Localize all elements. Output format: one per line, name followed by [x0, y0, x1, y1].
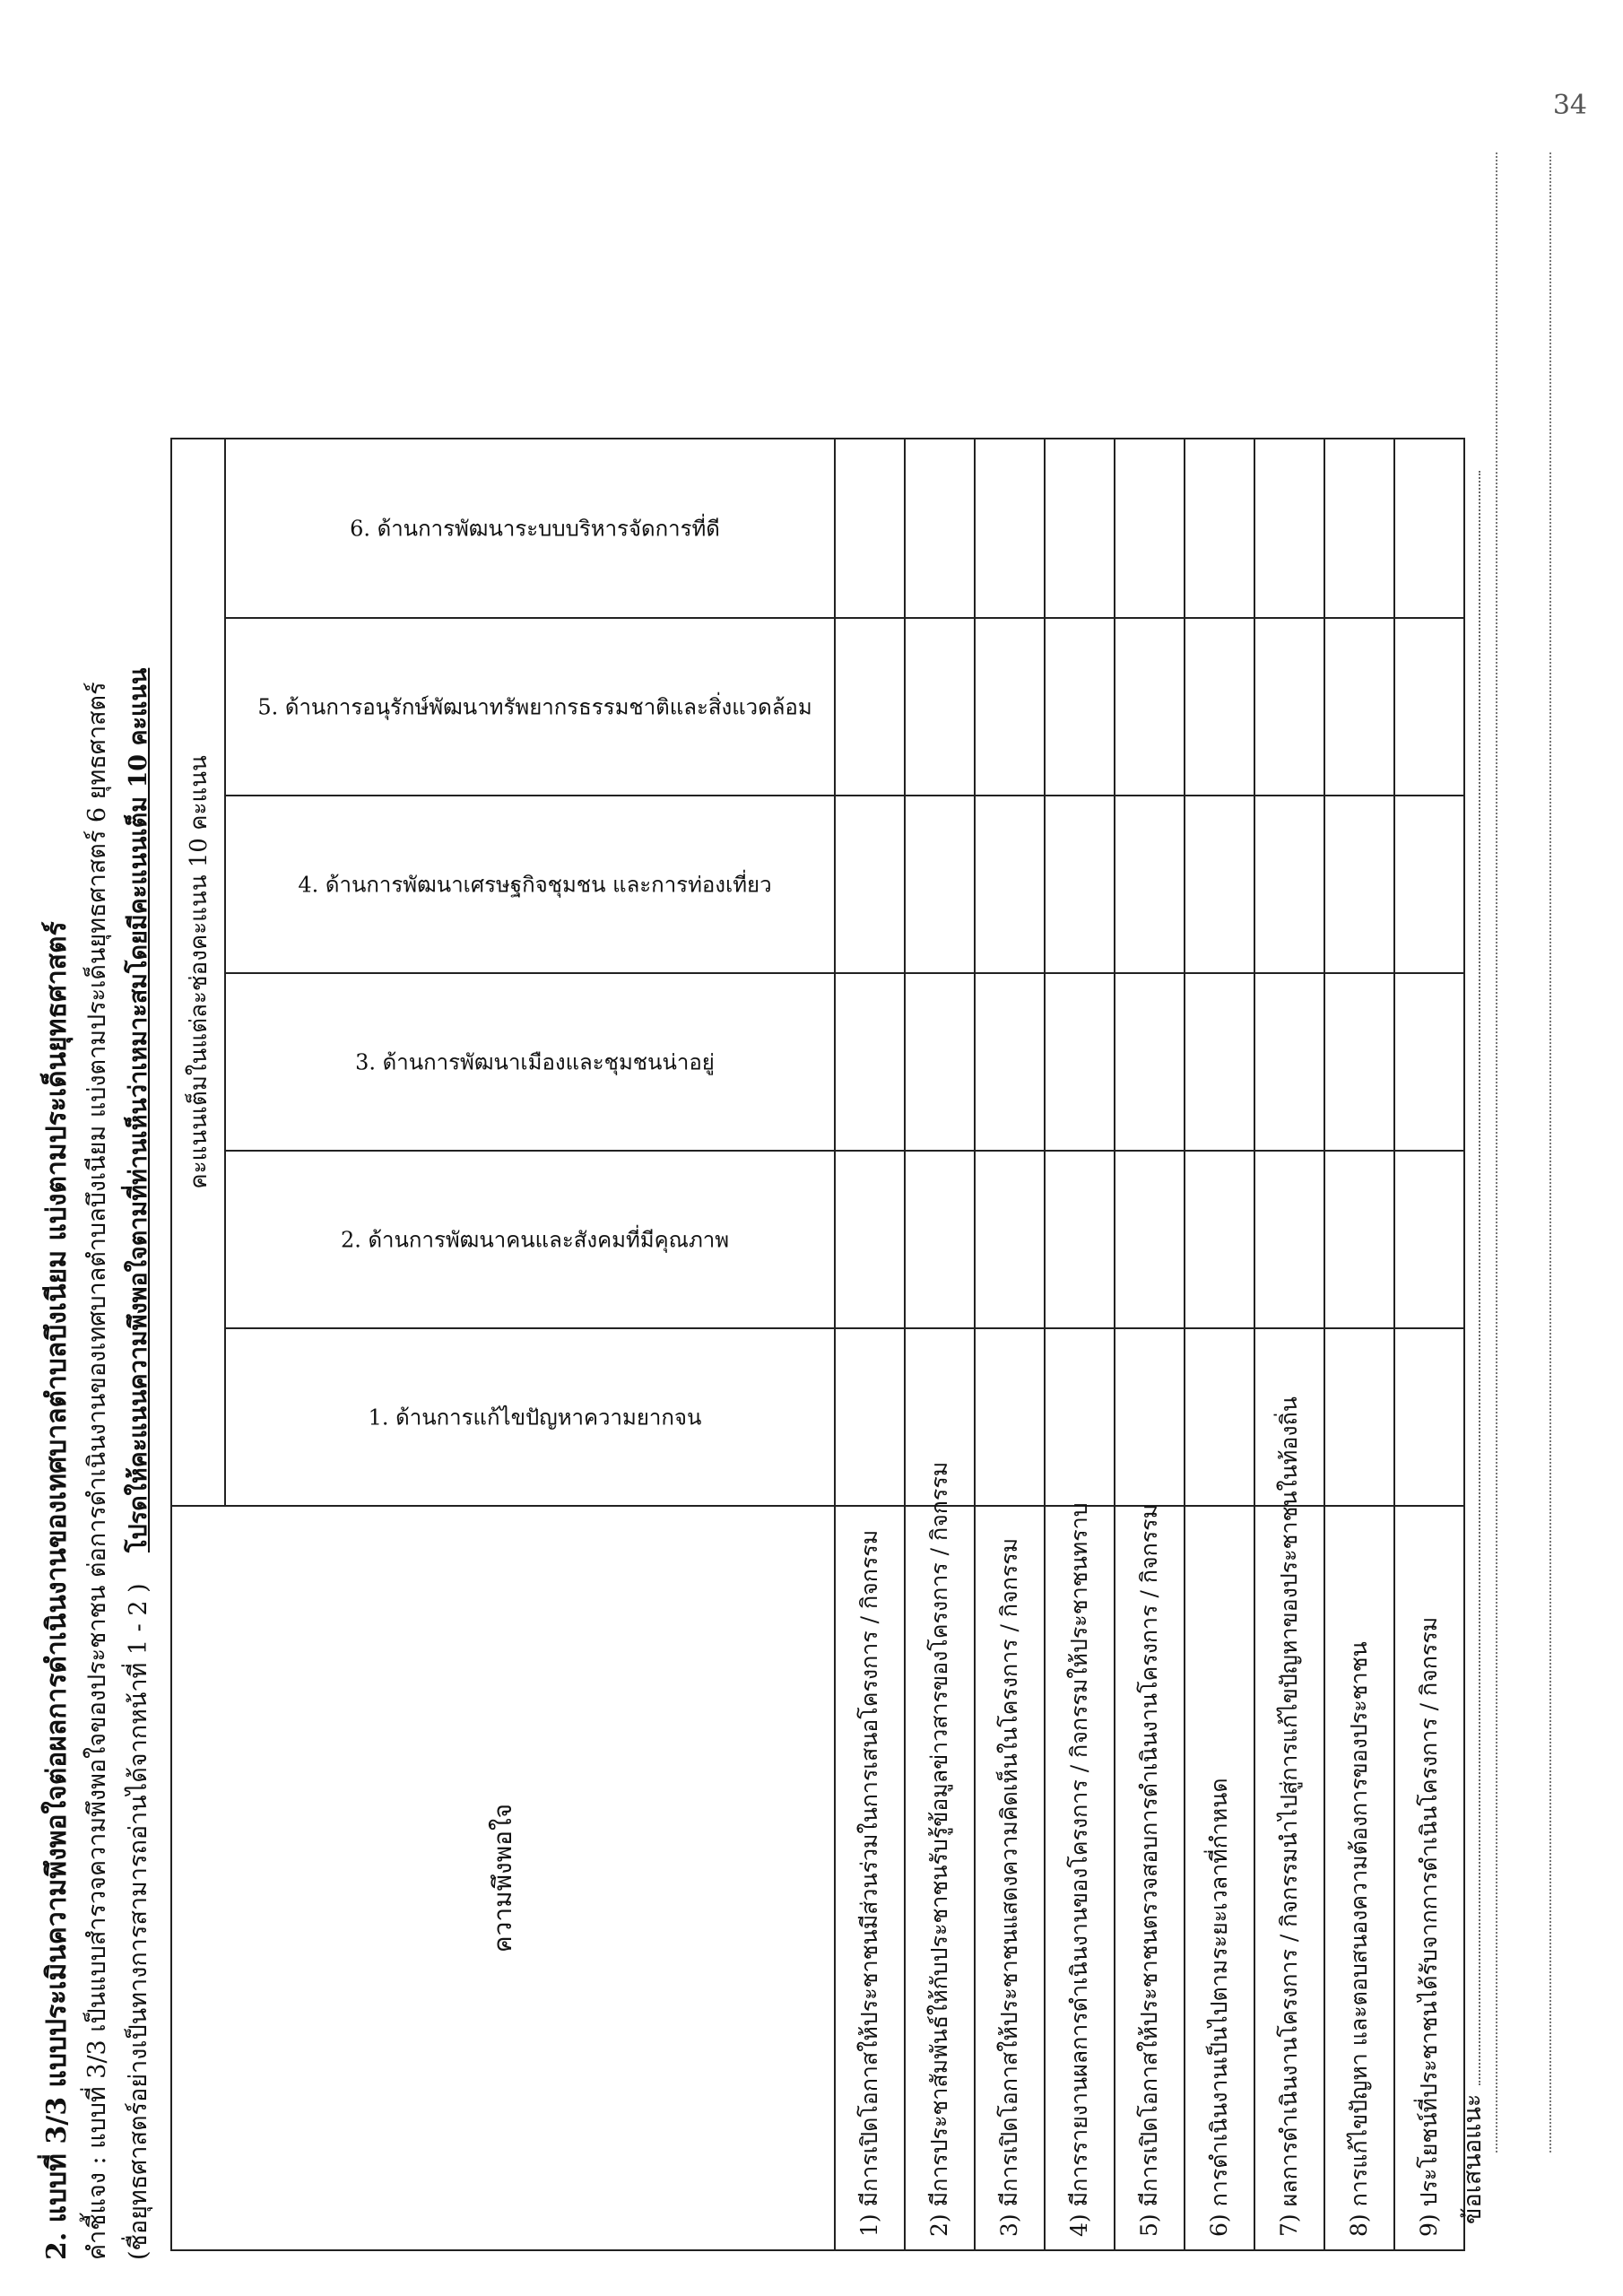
- score-cell[interactable]: [1185, 1151, 1254, 1328]
- table-row: [905, 439, 975, 2250]
- strategy-header: [225, 1151, 835, 1328]
- instruction-emphasis: โปรดให้คะแนนความพึงพอใจตามที่ท่านเห็นว่าเหมาะสมโดยมีคะแนนเต็ม 10 คะแนน: [125, 667, 152, 1553]
- score-cell[interactable]: [1045, 796, 1115, 973]
- page-number: 34: [1552, 90, 1587, 121]
- score-cell[interactable]: [905, 439, 975, 618]
- dotted-divider-right: [1549, 152, 1551, 2152]
- score-cell[interactable]: [1254, 439, 1324, 618]
- score-cell[interactable]: [1045, 618, 1115, 796]
- strategy-header: [225, 973, 835, 1151]
- table-row: [1254, 439, 1324, 2250]
- score-cell[interactable]: [975, 1151, 1045, 1328]
- strategy-label: 4. ด้านการพัฒนาเศรษฐกิจชุมชน และการท่องเที่ยว: [298, 872, 772, 898]
- item-label: 8) การแก้ไขปัญหา และตอบสนองความต้องการของประชาชน: [1324, 1506, 1394, 2250]
- item-label: 4) มีการรายงานผลการดำเนินงานของโครงการ / กิจกรรมให้ประชาชนทราบ: [1045, 1506, 1115, 2250]
- item-label: 9) ประโยชน์ที่ประชาชนได้รับจากการดำเนินโครงการ / กิจกรรม: [1394, 1506, 1464, 2250]
- score-cell[interactable]: [975, 973, 1045, 1151]
- strategy-label: 6. ด้านการพัฒนาระบบบริหารจัดการที่ดี: [350, 516, 720, 542]
- score-cell[interactable]: [1324, 796, 1394, 973]
- score-cell[interactable]: [1254, 618, 1324, 796]
- instruction-reference: (ชื่อยุทธศาสตร์อย่างเป็นทางการสามารถอ่านได้จากหน้าที่ 1 - 2 ): [125, 1583, 152, 2260]
- score-cell[interactable]: [975, 618, 1045, 796]
- score-cell[interactable]: [1115, 1151, 1185, 1328]
- score-cell[interactable]: [1254, 1151, 1324, 1328]
- score-cell[interactable]: [835, 796, 905, 973]
- instruction-line-1: คำชี้แจง : แบบที่ 3/3 เป็นแบบสำรวจความพึงพอใจของประชาชน ต่อการดำเนินงานของเทศบาลตำบลบึงเนียม แบ่งตามประเด็นยุทธศาสตร์ 6 ยุทธศาสตร์: [83, 682, 111, 2260]
- score-cell[interactable]: [1115, 1328, 1185, 1506]
- score-cell[interactable]: [975, 1328, 1045, 1506]
- score-cell[interactable]: [1324, 1151, 1394, 1328]
- score-cell[interactable]: [835, 973, 905, 1151]
- item-label: 3) มีการเปิดโอกาสให้ประชาชนแสดงความคิดเห็นในโครงการ / กิจกรรม: [975, 1506, 1045, 2250]
- rotated-form-sheet: [36, 287, 1497, 2260]
- table-row: [1185, 439, 1254, 2250]
- score-cell[interactable]: [1185, 796, 1254, 973]
- satisfaction-table: [170, 438, 1465, 2251]
- form-title: 2. แบบที่ 3/3 แบบประเมินความพึงพอใจต่อผลการดำเนินงานของเทศบาลตำบลบึงเนียม แบ่งตามประเด็นยุทธศาสตร์: [41, 921, 73, 2260]
- table-row: [1045, 439, 1115, 2250]
- score-cell[interactable]: [1324, 973, 1394, 1151]
- instruction-line-2: [118, 668, 157, 2260]
- score-cell[interactable]: [1185, 618, 1254, 796]
- suggestion-input-line[interactable]: [1479, 471, 1480, 2085]
- table-row: [1324, 439, 1394, 2250]
- score-cell[interactable]: [835, 1328, 905, 1506]
- score-cell[interactable]: [975, 439, 1045, 618]
- table-row: [835, 439, 905, 2250]
- strategy-header: [225, 439, 835, 618]
- score-cell[interactable]: [1115, 973, 1185, 1151]
- score-cell[interactable]: [1324, 1328, 1394, 1506]
- suggestion-label: ข้อเสนอแนะ: [1459, 2093, 1487, 2224]
- score-cell[interactable]: [835, 618, 905, 796]
- strategy-label: 2. ด้านการพัฒนาคนและสังคมที่มีคุณภาพ: [340, 1227, 730, 1253]
- score-group-header: คะแนนเต็มในแต่ละช่องคะแนน 10 คะแนน: [171, 439, 225, 1506]
- score-cell[interactable]: [905, 1151, 975, 1328]
- suggestion-line: [1453, 471, 1491, 2224]
- score-cell[interactable]: [1324, 618, 1394, 796]
- score-cell[interactable]: [835, 439, 905, 618]
- score-cell[interactable]: [835, 1151, 905, 1328]
- table-row: [1115, 439, 1185, 2250]
- score-cell[interactable]: [905, 796, 975, 973]
- item-label: 1) มีการเปิดโอกาสให้ประชาชนมีส่วนร่วมในการเสนอโครงการ / กิจกรรม: [835, 1506, 905, 2250]
- strategy-header: [225, 1328, 835, 1506]
- item-label: 5) มีการเปิดโอกาสให้ประชาชนตรวจสอบการดำเนินงานโครงการ / กิจกรรม: [1115, 1506, 1185, 2250]
- score-cell[interactable]: [975, 796, 1045, 973]
- satisfaction-header: ความพึงพอใจ: [171, 1506, 835, 2250]
- score-cell[interactable]: [1254, 796, 1324, 973]
- table-row: [975, 439, 1045, 2250]
- score-cell[interactable]: [1324, 439, 1394, 618]
- score-cell[interactable]: [1115, 439, 1185, 618]
- score-cell[interactable]: [1045, 973, 1115, 1151]
- score-cell[interactable]: [905, 973, 975, 1151]
- item-label: 6) การดำเนินงานเป็นไปตามระยะเวลาที่กำหนด: [1185, 1506, 1254, 2250]
- score-cell[interactable]: [1115, 618, 1185, 796]
- score-cell[interactable]: [1185, 1328, 1254, 1506]
- strategy-label: 5. ด้านการอนุรักษ์พัฒนาทรัพยากรธรรมชาติและสิ่งแวดล้อม: [257, 694, 812, 720]
- score-cell[interactable]: [1185, 973, 1254, 1151]
- strategy-header: [225, 618, 835, 796]
- score-cell[interactable]: [1115, 796, 1185, 973]
- strategy-label: 1. ด้านการแก้ไขปัญหาความยากจน: [368, 1405, 702, 1431]
- score-cell[interactable]: [1254, 973, 1324, 1151]
- score-cell[interactable]: [1045, 439, 1115, 618]
- score-cell[interactable]: [1185, 439, 1254, 618]
- score-cell[interactable]: [1045, 1328, 1115, 1506]
- strategy-label: 3. ด้านการพัฒนาเมืองและชุมชนน่าอยู่: [355, 1049, 715, 1075]
- item-label: 2) มีการประชาสัมพันธ์ให้กับประชาชนรับรู้ข้อมูลข่าวสารของโครงการ / กิจกรรม: [905, 1506, 975, 2250]
- item-label: 7) ผลการดำเนินงานโครงการ / กิจกรรมนำไปสู่การแก้ไขปัญหาของประชาชนในท้องถิ่น: [1254, 1506, 1324, 2250]
- score-cell[interactable]: [905, 618, 975, 796]
- score-cell[interactable]: [1045, 1151, 1115, 1328]
- strategy-header: [225, 796, 835, 973]
